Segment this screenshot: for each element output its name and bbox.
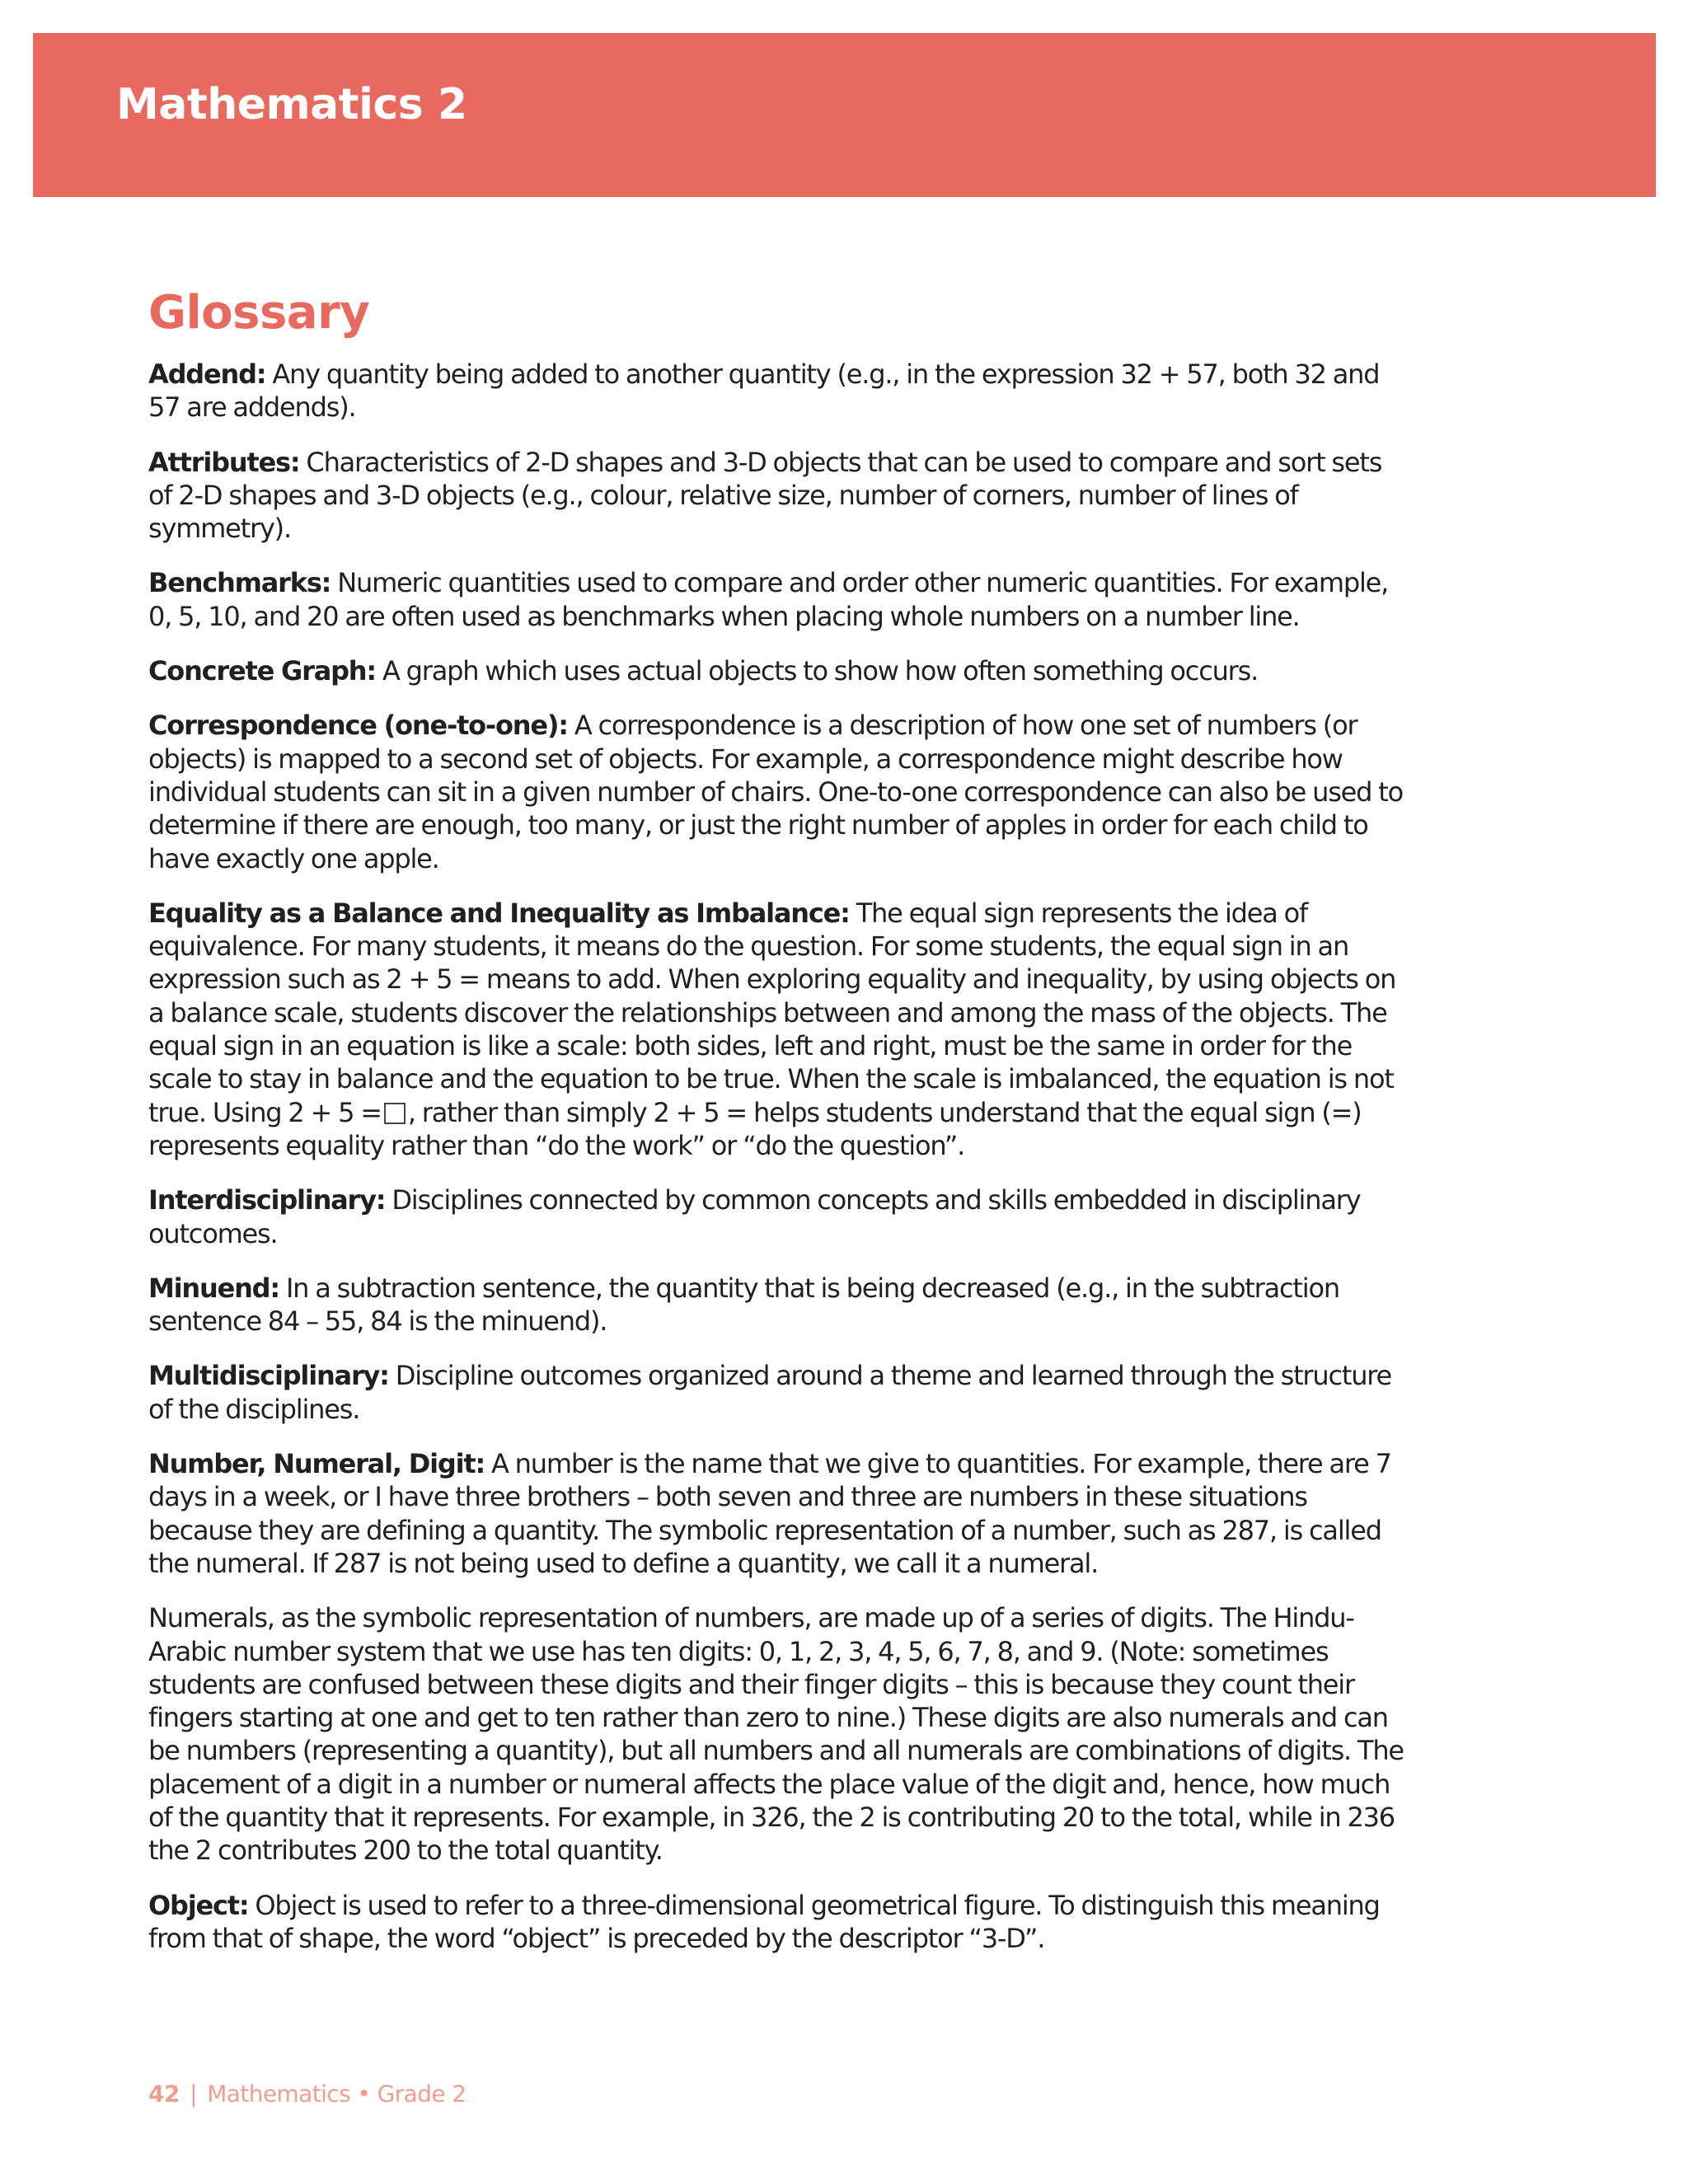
footer-separator: |: [190, 2080, 197, 2107]
glossary-list: [148, 358, 1409, 1976]
glossary-term: Number, Numeral, Digit:: [148, 1448, 485, 1480]
glossary-entry-correspondence: [148, 709, 1409, 874]
glossary-entry-interdisciplinary: [148, 1183, 1409, 1250]
glossary-entry-number-numeral-digit: [148, 1447, 1409, 1580]
glossary-entry-equality: [148, 897, 1409, 1162]
glossary-definition: Characteristics of 2-D shapes and 3-D objects that can be used to compare and sort sets of 2-D shapes and 3-D objects (e.g., colour, relative size, number of corners, number of lines of symmetry).: [148, 446, 1382, 545]
glossary-term: Benchmarks:: [148, 567, 331, 599]
glossary-entry-minuend: [148, 1272, 1409, 1338]
glossary-definition: In a subtraction sentence, the quantity that is being decreased (e.g., in the subtraction sentence 84 – 55, 84 is the minuend).: [148, 1272, 1339, 1338]
glossary-term: Addend:: [148, 359, 266, 390]
glossary-term: Interdisciplinary:: [148, 1184, 386, 1216]
glossary-entry-addend: [148, 358, 1409, 424]
glossary-paragraph: Numerals, as the symbolic representation of numbers, are made up of a series of digits. The Hindu-Arabic number system that we use has ten digits: 0, 1, 2, 3, 4, 5, 6, 7, 8, and 9. (Note: sometimes students are confused between these digits and their finger digits – this is because they count their fingers starting at one and get to ten rather than zero to nine.) These digits are also numerals and can be numbers (representing a quantity), but all numbers and all numerals are combinations of digits. The placement of a digit in a number or numeral affects the place value of the digit and, hence, how much of the quantity that it represents. For example, in 326, the 2 is contributing 20 to the total, while in 236 the 2 contributes 200 to the total quantity.: [148, 1602, 1404, 1867]
glossary-definition: Discipline outcomes organized around a theme and learned through the structure of the disciplines.: [148, 1360, 1392, 1425]
glossary-definition: A number is the name that we give to quantities. For example, there are 7 days in a week, or I have three brothers – both seven and three are numbers in these situations because they are defining a quantity. The symbolic representation of a number, such as 287, is called the numeral. If 287 is not being used to define a quantity, we call it a numeral.: [148, 1448, 1391, 1579]
glossary-term: Minuend:: [148, 1272, 279, 1304]
glossary-term: Multidisciplinary:: [148, 1360, 389, 1392]
glossary-term: Equality as a Balance and Inequality as Imbalance:: [148, 897, 850, 929]
glossary-term: Concrete Graph:: [148, 655, 376, 687]
document-title: Mathematics 2: [116, 80, 467, 129]
glossary-definition: Disciplines connected by common concepts and skills embedded in disciplinary outcomes.: [148, 1184, 1361, 1249]
page-number: 42: [148, 2080, 180, 2107]
footer-grade: Grade 2: [377, 2080, 467, 2107]
glossary-definition-continued: , rather than simply 2 + 5 = helps students understand that the equal sign (=) represents equality rather than “do the work” or “do the question”.: [148, 1096, 1362, 1161]
glossary-definition: Numeric quantities used to compare and order other numeric quantities. For example, 0, 5, 10, and 20 are often used as benchmarks when placing whole numbers on a number line.: [148, 567, 1389, 632]
glossary-definition: Object is used to refer to a three-dimensional geometrical figure. To distinguish this meaning from that of shape, the word “object” is preceded by the descriptor “3-D”.: [148, 1889, 1380, 1954]
glossary-entry-multidisciplinary: [148, 1359, 1409, 1426]
glossary-term: Object:: [148, 1889, 249, 1921]
footer-bullet: •: [357, 2080, 371, 2107]
glossary-term: Correspondence (one-to-one):: [148, 710, 568, 742]
empty-box-icon: [384, 1103, 406, 1124]
glossary-term: Attributes:: [148, 446, 300, 478]
footer-subject: Mathematics: [207, 2080, 351, 2107]
glossary-definition: Any quantity being added to another quantity (e.g., in the expression 32 + 57, both 32 and 57 are addends).: [148, 359, 1380, 424]
glossary-definition: A correspondence is a description of how one set of numbers (or objects) is mapped to a second set of objects. For example, a correspondence might describe how individual students can sit in a given number of chairs. One-to-one correspondence can also be used to determine if there are enough, too many, or just the right number of apples in order for each child to have exactly one apple.: [148, 710, 1403, 874]
glossary-entry-concrete-graph: [148, 654, 1409, 687]
section-heading: Glossary: [148, 286, 370, 340]
glossary-entry-object: [148, 1889, 1409, 1956]
glossary-entry-benchmarks: [148, 566, 1409, 633]
page-footer: [148, 2080, 467, 2107]
glossary-entry-attributes: [148, 446, 1409, 546]
glossary-definition: A graph which uses actual objects to show how often something occurs.: [375, 655, 1259, 687]
glossary-definition: The equal sign represents the idea of equivalence. For many students, it means do the question. For some students, the equal sign in an expression such as 2 + 5 = means to add. When exploring equality and inequality, by using objects on a balance scale, students discover the relationships between and among the mass of the objects. The equal sign in an equation is like a scale: both sides, left and right, must be the same in order for the scale to stay in balance and the equation to be true. When the scale is imbalanced, the equation is not true. Using 2 + 5 =: [148, 897, 1396, 1128]
glossary-entry-numerals-paragraph: [148, 1601, 1409, 1867]
